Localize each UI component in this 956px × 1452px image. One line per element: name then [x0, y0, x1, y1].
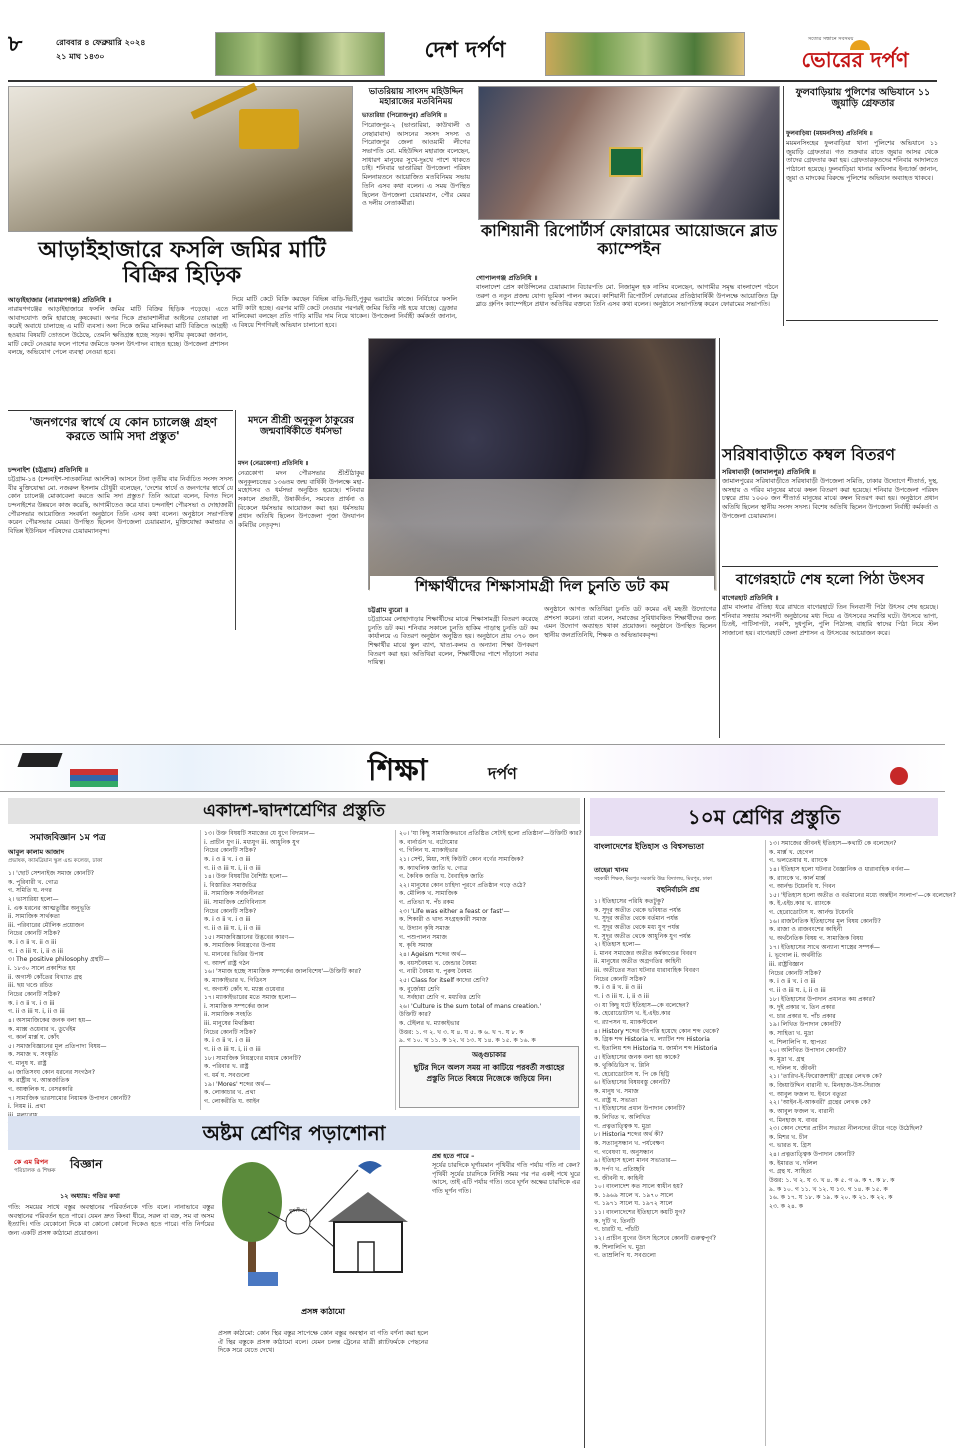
mcq-line: ক. বুর্জোয়া শ্রেণি — [399, 985, 440, 993]
apple-icon — [890, 767, 908, 785]
students-crowd-band — [369, 479, 717, 591]
mcq-line: ৯. ক ১০. গ ১১. খ ১২. ঘ ১৩. গ ১৪. ক ১৫. ক — [769, 1185, 888, 1193]
mcq-line: গ. নারী বৈষম্য ঘ. পুরুষ বৈষম্য — [399, 968, 472, 976]
mcq-line: ১৮। সামাজিক নিয়ন্ত্রণের মাধ্যম কোনটি? — [204, 1054, 302, 1062]
story3-byline: গোপালগঞ্জ প্রতিনিধি ॥ — [476, 274, 538, 282]
story5-byline: চন্দনাইশ (চট্টগ্রাম) প্রতিনিধি ॥ — [8, 466, 89, 474]
right-author-role: সহকারী শিক্ষক, মিরপুর সরকারি উচ্চ বিদ্যালয়, মিরপুর, ঢাকা — [594, 876, 712, 882]
mcq-line: গ. ধর্ম ঘ. সবগুলো — [204, 1071, 250, 1079]
story3-body: বাংলাদেশ প্রেস কাউন্সিলের চেয়ারম্যান বিচারপতি মো. নিজামুল হক নাসিম বলেছেন, আগামীর সমৃদ্ধ বাংলাদেশ গঠনে তরুণ ও নতুন প্রজন্ম যোগ্য ভূমিকা পালন করবে। কাশিয়ানী রিপোর্টার্স ফোরামের প্রতিষ্ঠাবার্ষিকী উপলক্ষে আয়োজিত ফ্রি ব্লাড গ্রুপিং ক্যাম্পেইনে প্রধান অতিথির বক্তব্যে তিনি এসব কথা বলেন। অনুষ্ঠানে সভাপতিত্ব করেন ফোরামের সভাপতি। — [476, 284, 778, 309]
eighth-col3-body: সূর্যের চারদিকে ঘূর্ণায়মান পৃথিবীর গতি পর্যায় গতি না কেন? পৃথিবী সূর্যের চারদিকে নির্দিষ্ট সময় পর পর একই পথে ঘুরে আসে, তাই এটি পর্যায় গতি। তবে ঘূর্ণন অক্ষের চারদিকে এর গতি ঘূর্ণন গতি। — [432, 1162, 580, 1196]
story6-body: নেত্রকোণা মদন পৌরসভার শ্রীশ্রীঠাকুর অনুকূলচন্দ্রের ১৩৬তম জন্ম বার্ষিকী উপলক্ষে মহা-মহোৎসব ও ধর্মসভা অনুষ্ঠিত হয়েছে। শনিবার সকালে প্রভাতী, উষাকীর্তন, সমবেত প্রার্থনা ও বিকেলে ধর্মসভার আয়োজন করা হয়। ধর্মসভায় প্রধান অতিথি ছিলেন উপজেলা পূজা উদযাপন কমিটির নেতৃবৃন্দ। — [238, 470, 364, 530]
right-author: তাহেরা খানম — [594, 866, 629, 874]
mcq-line: গ. রাষ্ট্র ঘ. সভ্যতা — [594, 1096, 638, 1104]
header-photo-strip-left — [215, 32, 385, 76]
mcq-line: উক্তিটি কার? — [399, 1011, 432, 1019]
mcq-line: ক. হেরোডোটাস খ. ই.এইচ.কার — [594, 1010, 671, 1018]
mcq-mid-column — [204, 830, 392, 1110]
mcq-line: ২৬। 'Culture is the sum total of mans creation.' — [399, 1002, 542, 1010]
story8-headline: সরিষাবাড়ীতে কম্বল বিতরণ — [722, 445, 896, 464]
story1-headline: আড়াইহাজারে ফসলি জমির মাটি বিক্রির হিড়িক — [38, 237, 326, 289]
header-divider — [8, 80, 937, 82]
column-rule-right-mid — [719, 338, 720, 738]
eighth-subject: বিজ্ঞান — [70, 1157, 103, 1171]
story6-byline: মদন (নেত্রকোণা) প্রতিনিধি ॥ — [238, 460, 309, 467]
mcq-line: ১৭। ম্যাকাইভারের মতে সমাজ হলো— — [204, 994, 297, 1002]
eighth-author: কে এম রিপন — [14, 1158, 48, 1166]
left-author: আবুল কালাম আজাদ — [8, 848, 65, 856]
mcq-line: ১৭। ইতিহাসের সাথে অন্যান্য শাস্ত্রের সম্পর্ক— — [769, 943, 880, 951]
mcq-line: খ. অর্থনৈতিক বিষয় গ. সামাজিক বিষয় — [769, 935, 864, 943]
mcq-rule-3 — [765, 840, 766, 1446]
mcq-line: গ. গবেষণা ঘ. অনুসন্ধান — [594, 1148, 654, 1156]
mcq-line: ক. থুকিডিডিস খ. প্লিনি — [594, 1062, 650, 1070]
bird-icon — [358, 1161, 382, 1174]
mcq-line: ৭। ইতিহাসের প্রধান উপাদান কোনটি? — [594, 1105, 686, 1113]
mcq-line: গ. আবুল ফজল ঘ. ইবনে বতুতা — [769, 1090, 847, 1098]
mcq-line: গ. ১৯৭১ সালে ঘ. ১৯৭২ সালে — [594, 1200, 673, 1208]
mcq-line: ২৩. ক ২৪. ক — [769, 1202, 804, 1210]
mcq-right1-column — [594, 898, 762, 1446]
diagram-line-house — [310, 1226, 334, 1247]
students-photo — [368, 338, 716, 590]
mcq-line: ২। ভাসারিয়া হলো— — [8, 895, 59, 903]
books-icon — [70, 769, 118, 787]
story9-top-rule — [722, 566, 938, 567]
mcq-line: গ. র‍্যাপসন ঘ. ম্যাকস্টয়েল — [594, 1018, 658, 1026]
mcq-left-column — [8, 870, 198, 1110]
mcq-line: iii. সামাজিক শ্রেণিবিন্যাস — [204, 899, 266, 907]
mcq-line: ii. মানুষের অতীত অগ্রগতির কাহিনী — [594, 958, 682, 966]
mcq-line: ১৯। 'Mores' শব্দের অর্থ— — [204, 1080, 271, 1088]
mcq-rule-1 — [200, 830, 201, 1110]
mcq-line: গ. চারটি ঘ. পাঁচটি — [594, 1226, 640, 1234]
story8-byline: সরিষাবাড়ী (জামালপুর) প্রতিনিধি ॥ — [722, 468, 816, 476]
diagram-node-label: কুশলীপ্যা — [289, 1208, 307, 1214]
eighth-author-role: পরিচালক ও শিক্ষক — [14, 1168, 56, 1174]
mcq-line: গ. i ও iii ঘ. i, ii ও iii — [8, 947, 63, 955]
mcq-line: গ. ii ও iii ঘ. i, ii ও iii — [769, 986, 826, 994]
mcq-line: ৮। Historia শব্দের অর্থ কী? — [594, 1131, 664, 1139]
mcq-line: iii. ছয় খণ্ডে রচিত — [8, 982, 53, 990]
blood-campaign-photo — [478, 86, 780, 220]
eighth-section-title: অষ্টম শ্রেণির পড়াশোনা — [8, 1116, 580, 1150]
mcq-line: নিচের কোনটি সঠিক? — [769, 969, 822, 977]
mcq-line: ২৪। Ageism শব্দের অর্থ— — [399, 950, 467, 958]
mcq-line: ক. মিশর খ. চীন — [769, 1133, 808, 1141]
mcq-line: ১০। বাংলাদেশ কত সালে স্বাধীন হয়? — [594, 1183, 684, 1191]
mcq-mid2-column — [399, 830, 582, 1045]
eighth-chapter: ১২ অধ্যায়: গতির কথা — [60, 1192, 120, 1200]
mcq-line: ক. লিখিত খ. অলিখিত — [594, 1114, 651, 1122]
section-title: দেশ দর্পণ — [424, 37, 506, 63]
mcq-line: ক. i ও ii খ. i ও iii — [769, 978, 816, 986]
mcq-line: ১৩। সমাজের জীবনই ইতিহাস—কথাটি কে বলেছেন? — [769, 840, 897, 847]
mcq-rule-2 — [395, 830, 396, 1110]
date-line-2: ২১ মাঘ ১৪৩০ — [56, 52, 105, 61]
masthead-name: ভোরের দর্পণ — [801, 47, 909, 72]
mcq-line: ৪। History শব্দের উৎপত্তি হয়েছে কোন শব্দ থেকে? — [594, 1027, 720, 1035]
mcq-line: ক. দর্পণ খ. প্রতিচ্ছবি — [594, 1165, 645, 1173]
mcq-line: ৩। The positive philosophy গ্রন্থটি— — [8, 956, 110, 964]
mcq-line: ক. ১৯৬৯ সালে খ. ১৯৭০ সালে — [594, 1191, 674, 1199]
mcq-line: গ. হেরোডোটাস ঘ. পি কে হিট্টি — [594, 1070, 670, 1078]
mcq-line: i. এক ধরনের আত্মতুষ্টির অনুভূতি — [8, 904, 91, 912]
mcq-line: গ. জীবনী ঘ. কাহিনী — [594, 1174, 644, 1182]
mcq-line: খ. সর্বহারা শ্রেণি গ. মধ্যবিত্ত শ্রেণি — [399, 994, 481, 1002]
mcq-line: ক. টেইলর খ. ম্যাকাইভার — [399, 1020, 460, 1028]
eighth-col3-title: প্রশ্ন হতে পারে – — [432, 1152, 475, 1160]
mcq-line: ২৫। Class for itself কাদের শ্রেণি? — [399, 976, 489, 984]
mcq-line: ১৬। রাজনৈতিক ইতিহাসের মূল বিষয় কোনটি? — [769, 917, 881, 925]
story4-bottom-rule — [786, 320, 938, 321]
mcq-line: i. সামাজিক সম্পর্কের জাল — [204, 1002, 269, 1010]
mcq-line: ২১। 'তারিখ-ই-ফিরোজশাহী' গ্রন্থের লেখক কে? — [769, 1073, 882, 1081]
mcq-line: গ. প্রতিভা ঘ. পঁচ রকম — [399, 899, 454, 907]
story5-top-rule — [8, 410, 233, 411]
mcq-line: i. মানব সমাজের অতীত কর্মকাণ্ডের বিবরণ — [594, 949, 697, 957]
mcq-line: গ. আদর্শ রাষ্ট্র গঠন — [204, 959, 250, 967]
mcq-line: গ. মিনহাজ ঘ. বাবর — [769, 1116, 818, 1124]
mcq-line: ii. সামাজিক সংহতি — [204, 1011, 252, 1019]
mcq-line: iii. পরিবারের মৌলিক প্রয়োজন — [8, 921, 84, 929]
mcq-line: গ. গ্রন্থ ঘ. সাহিত্য — [769, 1168, 812, 1176]
mcq-line: ক. সুদূর অতীত থেকে ভবিষ্যত পর্যন্ত — [594, 906, 681, 914]
mcq-line: ক. সাহিত্য খ. মুদ্রা — [769, 1030, 814, 1038]
mcq-line: ৯. গ ১০. খ ১১. ক ১২. খ ১৩. ঘ ১৪. ক ১৫. ক ১৬. ক — [399, 1037, 536, 1045]
mcq-line: উত্তর: ১. খ ২. ঘ ৩. খ ৪. ক ৫. গ ৬. ক ৭. ক ৮. ক — [769, 1176, 895, 1184]
mcq-line: ক. সামাজিক নিয়ন্ত্রণের উপায় — [204, 942, 276, 950]
mcq-line: ১২। প্রাচীন যুগের উৎস হিসেবে কোনটি গুরুত্বপূর্ণ? — [594, 1234, 716, 1242]
mcq-line: i. নিয়ম ii. প্রথা — [8, 1103, 46, 1111]
excavator-photo — [8, 86, 353, 232]
story4-byline: ফুলবাড়িয়া (ময়মনসিংহ) প্রতিনিধি ॥ — [786, 130, 873, 137]
page-header — [0, 0, 945, 78]
mcq-line: গ. মানুষ ঘ. রাষ্ট্র — [8, 1060, 47, 1068]
story4-body: ময়মনসিংহের ফুলবাড়িয়া থানা পুলিশের অভিযানে ১১ জুয়াড়ি গ্রেফতার। গত শুক্রবার রাতে জুয়ার আসর থেকে তাদের গ্রেফতার করা হয়। গ্রেফতারকৃতদের শনিবার আদালতে পাঠানো হয়েছে। ফুলবাড়িয়া থানার অফিসার ইনচার্জ জানান, জুয়া ও মাদকের বিরুদ্ধে পুলিশের অভিযান অব্যাহত থাকবে। — [786, 140, 938, 182]
mcq-line: ১৯। লিখিত উপাদান কোনটি? — [769, 1021, 842, 1029]
mcq-line: খ. সুদূর অতীত থেকে বর্তমান পর্যন্ত — [594, 915, 679, 923]
mcq-line: গ. তাম্রলিপি ঘ. সবগুলো — [594, 1252, 656, 1260]
mcq-line: ১৫। সমাজবিজ্ঞানের উদ্ভবের কারণ— — [204, 933, 295, 941]
mcq-line: ২৩। কোন দেশের প্রাচীন সভ্যতা নীলনদের তীরে গড়ে উঠেছিল? — [769, 1125, 923, 1133]
mcq-line: গ. প্রত্নতাত্ত্বিক ঘ. মুদ্রা — [594, 1122, 651, 1130]
masthead-tagline: সত্যের সন্ধানে সবসময় — [808, 36, 854, 42]
column-rule-right-top — [783, 86, 784, 326]
mcq-line: ১৬। 'সমাজ হচ্ছে সামাজিক সম্পর্কের জালবিশেষ'—উক্তিটি কার? — [204, 968, 362, 976]
tree-icon — [222, 1162, 282, 1282]
story9-headline: বাগেরহাটে শেষ হলো পিঠা উৎসব — [735, 572, 925, 588]
mcq-line: গ. কার্ল মার্ক্স ঘ. কোঁৎ — [8, 1034, 60, 1042]
mcq-line: ক. i ও ii খ. i ও iii — [204, 1037, 251, 1045]
mcq-line: ঘ. সুদূর অতীত থেকে আধুনিক যুগ পর্যন্ত — [594, 932, 691, 940]
mcq-line: ক. পুরিবারী খ. গোত্র — [8, 878, 59, 886]
mcq-line: ক. শিকারী ও খাদ্য সংগ্রহকারী সমাজ — [399, 916, 487, 924]
house-icon — [328, 1192, 408, 1272]
mcq-line: ১৩। উক্ত বিষয়টি সমাজের যে যুগে বিদ্যমান— — [204, 830, 315, 837]
mcq-line: ii. সামাজিক সার্থকতা — [8, 913, 60, 921]
mcq-line: ৬। জাতিসংঘ কোন ধরনের সংগঠন? — [8, 1068, 95, 1076]
mcq-line: ক. ই.এইচ.কার খ. র‍্যাংকে — [769, 900, 831, 908]
mcq-line: ১। 'ছোট সেশনাইজ সমাজ কোনটি? — [8, 870, 95, 877]
date-line-1: রোববার ৪ ফেব্রুয়ারি ২০২৪ — [56, 38, 146, 47]
mcq-line: খ. মানবের ভিত্তির উপায় — [204, 950, 264, 958]
left-author-role: প্রভাষক, ক্যামব্রিয়ান স্কুল এন্ড কলেজ, ঢাকা — [8, 858, 103, 864]
mcq-line: iii. অতীতের সত্য ঘটনার ধারাবাহিক বিবরণ — [594, 967, 700, 975]
mcq-line: গ. সমিতি ঘ. নগর — [8, 887, 52, 895]
mcq-line: ক. ক্যাথলিক জাতি খ. গোত্র — [399, 864, 468, 872]
award-crest — [609, 147, 643, 177]
mcq-line: উত্তর: ১. গ ২. খ ৩. ঘ ৪. ঘ ৫. ক ৬. খ ৭. ঘ ৮. ক — [399, 1028, 524, 1036]
exam-note-box — [399, 1046, 579, 1108]
mcq-line: ক. ম্যাকাইভার খ. গিডিংস — [204, 976, 267, 984]
story2-body: পিরোজপুর-২ (ভাণ্ডারিয়া, কাউখালী ও নেছারাবাদ) আসনের সংসদ সদস্য ও পিরোজপুর জেলা আওয়ামী লীগের সভাপতি মো. মহিউদ্দিন মহারাজ বলেছেন, সাধারণ মানুষের সুখে-দুঃখে পাশে থাকতে চাই। শনিবার ভাণ্ডারিয়া উপজেলা পরিষদ মিলনায়তনে আয়োজিত মতবিনিময় সভায় তিনি এসব কথা বলেন। এ সময় উপস্থিত ছিলেন উপজেলা চেয়ারম্যান, পৌর মেয়র ও দলীয় নেতাকর্মীরা। — [362, 122, 470, 208]
mcq-line: নিচের কোনটি সঠিক? — [594, 975, 647, 983]
mcq-line: গ. লোকরীতি ঘ. আইন — [204, 1097, 260, 1105]
mcq-line: ২২। মানুষের কোন চাহিদা পূরণে প্রতিষ্ঠান গড়ে ওঠে? — [399, 881, 526, 889]
mcq-line: গ. i ও iii ঘ. i, ii ও iii — [594, 993, 649, 1001]
mcq-line: ১১। বাংলাদেশের ইতিহাসে কয়টি যুগ? — [594, 1209, 686, 1217]
mcq-line: নিচের কোনটি সঠিক? — [8, 930, 61, 938]
mcq-line: নিচের কোনটি সঠিক? — [204, 1028, 257, 1036]
mcq-line: নিচের কোনটি সঠিক? — [204, 847, 257, 855]
frame-box-icon — [248, 1272, 278, 1286]
mcq-line: ক. মার্ক্স খ. হেগেল — [769, 848, 814, 856]
mcq-line: নিচের কোনটি সঠিক? — [8, 990, 61, 998]
right-subject: বাংলাদেশের ইতিহাস ও বিশ্বসভ্যতা — [594, 842, 704, 851]
mcq-line: গ. ii ও iii ঘ. i, ii ও iii — [204, 1046, 261, 1054]
mcq-line: ১৫। 'ইতিহাস হলো অতীত ও বর্তমানের মধ্যে অন্তহীন সংলাপ'—কে বলেছেন? — [769, 891, 956, 899]
mcq-line: ২৪। প্রত্নতাত্ত্বিক উপাদান কোনটি? — [769, 1151, 855, 1159]
story2-byline: ভাতারিয়া (পিরোজপুর) প্রতিনিধি ॥ — [362, 112, 447, 119]
mcq-line: গ. ভারত ঘ. গ্রিস — [769, 1142, 812, 1150]
story5-body: চট্টগ্রাম-১৪ (চন্দনাইশ-সাতকানিয়া আংশিক) আসনে টানা তৃতীয় বার নির্বাচিত সংসদ সদস্য বীর মুক্তিযোদ্ধা মো. নজরুল ইসলাম চৌধুরী বলেছেন, 'দেশের স্বার্থে ও জনগণের স্বার্থে যে কোন চ্যালেঞ্জ মোকাবেলা করতে আমি সদা প্রস্তুত।' তিনি আরো বলেন, বিগত দিনে চন্দনাইশের উন্নয়নে কাজ করেছি, আগামীতেও করে যাব। চন্দনাইশ পৌরসভা ও দোহাজারী পৌরসভার আয়োজিত সংবর্ধনা অনুষ্ঠানে তিনি এসব কথা বলেন। অনুষ্ঠানে সভাপতিত্ব করেন পৌরসভার মেয়র। উপস্থিত ছিলেন উপজেলা চেয়ারম্যান, মুক্তিযোদ্ধা কমান্ডার ও বিভিন্ন ইউনিয়ন পরিষদের চেয়ারম্যানবৃন্দ। — [8, 476, 233, 536]
mcq-line: ক. i ও ii খ. i ও iii — [204, 855, 251, 863]
story7-headline: শিক্ষার্থীদের শিক্ষাসামগ্রী দিল চুনতি ডট কম — [370, 576, 714, 597]
mcq-line: ২০। অলিখিত উপাদান কোনটি? — [769, 1047, 847, 1055]
mcq-line: গ. কৈবিক জাতি ঘ. বৈবাহিক জাতি — [399, 873, 484, 881]
mcq-line: ক. পরিবার খ. রাষ্ট্র — [204, 1063, 249, 1071]
mcq-line: ক. i ও ii খ. i ও iii — [204, 916, 251, 924]
diagram-label: প্রসঙ্গ কাঠামো — [301, 1307, 345, 1316]
mcq-line: ক. গ্রিক শব্দ Historia খ. ল্যাটিন শব্দ Historia — [594, 1036, 710, 1044]
story2-headline: ভাতরিয়ায় সাংসদ মহিউদ্দিন মহারাজের মতবিনিময় — [368, 87, 464, 107]
mcq-line: ক. সমাজ খ. সংস্কৃতি — [8, 1051, 58, 1059]
exam-note-text: ছুটির দিনে অলস সময় না কাটিয়ে পরবর্তী সপ্তাহের প্রস্তুতি নিতে বিষয়ে নিজেকে জড়িয়ে নিন। — [413, 1063, 565, 1083]
mcq-line: ২। ইতিহাস হলো— — [594, 941, 641, 949]
mcq-line: ১৬. ক ১৭. ঘ ১৮. ক ১৯. ক ২০. ক ২১. ক ২২. ক — [769, 1194, 893, 1202]
story7-byline: চট্টগ্রাম ব্যুরো ॥ — [368, 606, 409, 614]
mcq-line: ১। ইতিহাসের পরিধি কতটুকু? — [594, 898, 665, 905]
mcq-line: গ. আর্নল্ড টয়েনবি ঘ. গিবন — [769, 883, 836, 891]
mcq-line: i. ১৮৩০ সালে প্রকাশিত হয় — [8, 965, 76, 973]
mcq-line: গ. গিলিন ঘ. ম্যাকাইভার — [399, 847, 458, 855]
mcq-line: ক. র‍্যাংকে খ. কার্ল মার্ক্স — [769, 874, 826, 882]
mcq-line: ৫। সমাজবিজ্ঞানের মূল প্রতিপাদ্য বিষয়— — [8, 1042, 107, 1050]
mcq-line: ক. লোকাচার খ. প্রথা — [204, 1089, 256, 1097]
mcq-line: গ. সুদূর অতীত থেকে মধ্য যুগ পর্যন্ত — [594, 923, 680, 931]
mcq-line: ৭। সামাজিক ভারসাম্যের নিয়ামক উপাদান কোনটি? — [8, 1094, 131, 1102]
mcq-line: ক. মৌলিক খ. সামাজিক — [399, 890, 458, 898]
story7-body: চট্টগ্রামের লোহাগাড়ার শিক্ষার্থীদের মাঝে শিক্ষাসামগ্রী বিতরণ করেছে চুনতি ডট কম। শনিবার সকালে চুনতি হাকিম পাড়াস্থ চুনতি ডট কম কার্যালয়ে এ বিতরণ অনুষ্ঠান অনুষ্ঠিত হয়। অনুষ্ঠানে প্রায় ৩৭০ জন শিক্ষার্থীর মাঝে স্কুল ব্যাগ, খাতা-কলম ও অন্যান্য শিক্ষা উপকরণ বিতরণ করা হয়। অতিথিরা বলেন, শিক্ষার্থীদের পাশে দাঁড়ানো সবার দায়িত্ব। — [368, 616, 538, 667]
mcq-line: ২১। সেন্ট, মিয়া, সাই কিউটি কোন বর্ণের সামাজিক? — [399, 855, 524, 863]
mcq-line: ক. ইমারত খ. দলিল — [769, 1159, 818, 1167]
story4-headline: ফুলবাড়িয়ায় পুলিশের অভিযানে ১১ জুয়াড়ি গ্রেফতার — [795, 87, 931, 109]
excavator-body — [239, 109, 299, 149]
motion-diagram — [218, 1152, 428, 1322]
mcq-line: ক. রাজা ও রাজবংশের কাহিনী — [769, 926, 843, 934]
mcq-line: ২২। 'আইন-ই-আকবরী' গ্রন্থের লেখক কে? — [769, 1099, 871, 1107]
story3-headline: কাশিয়ানী রিপোর্টার্স ফোরামের আয়োজনে ব্লাড ক্যাম্পেইন — [480, 221, 777, 259]
mcq-line: গ. ii ও iii ঘ. i, ii ও iii — [8, 1008, 65, 1016]
mcq-line: ক. দুটি খ. তিনটি — [594, 1217, 636, 1225]
story1-body: নারায়ণগঞ্জের আড়াইহাজারে ফসলি জমির মাটি বিক্রির হিড়িক পড়েছে। এতে আবাদযোগ্য জমি হারাচ্ছে কৃষকেরা। অপর দিকে প্রভাবশালীরা আইনের তোয়াক্কা না করেই অবাধে চালাচ্ছে এ মাটি ব্যবসা। অন্য দিকে জমির মালিকরা মাটি বিক্রিতে আগ্রহী হওয়ায় বিষয়টি তোতলে উঠেছে, তেমনি ক্ষতিগ্রস্ত হচ্ছে সড়ক। স্থানীয় কৃষকেরা জানান, মাটি কেটে নেওয়ার ফলে পাশের জমিতে ফসল উৎপাদন ব্যাহত হচ্ছে। উপজেলা প্রশাসন বলছে, অভিযোগ পেলে ব্যবস্থা নেওয়া হবে। — [8, 306, 228, 357]
mcq-line: ৪। অসামাজিকের জনক বলা হয়— — [8, 1016, 92, 1024]
mcq-line: ঘ. কৃষি সমাজ — [399, 942, 433, 950]
mcq-line: ৫। ইতিহাসের জনক বলা হয় কাকে? — [594, 1053, 680, 1061]
mcq-line: ক. দুই প্রকার খ. তিন প্রকার — [769, 1004, 836, 1012]
mcq-line: ক. রাষ্ট্রীয় খ. আন্তর্জাতিক — [8, 1077, 70, 1085]
story8-body: জামালপুরের সরিষাবাড়ীতে সরিষাবাড়ী উপজেলা সমিতি, ঢাকার উদ্যোগে শীতার্ত, দুস্থ, অসহায় ও গরিব মানুষের মাঝে কম্বল বিতরণ করা হয়েছে। শনিবার উপজেলা পরিষদ চত্বরে প্রায় ১০০০ জন শীতার্ত মানুষের মাঝে কম্বল বিতরণ করা হয়। অনুষ্ঠানে প্রধান অতিথি ছিলেন স্থানীয় সংসদ সদস্য। বিশেষ অতিথি ছিলেন উপজেলা নির্বাহী কর্মকর্তা ও উপজেলা চেয়ারম্যান। — [722, 478, 938, 520]
mcq-line: ক. i ও ii খ. i ও iii — [8, 999, 55, 1007]
mcq-line: ক. আবুল ফজল খ. বারানী — [769, 1107, 835, 1115]
left-subject: সমাজবিজ্ঞান ১ম পত্র — [30, 833, 106, 843]
right-section-title: ১০ম শ্রেণির প্রস্তুতি — [590, 798, 938, 836]
column-rule-mid — [235, 410, 236, 630]
mcq-line: ক. i ও ii খ. ii ও iii — [8, 939, 57, 947]
page-number: ৮ — [8, 31, 23, 57]
mcq-line: ১৮। ইতিহাসের উপাদান প্রধানত কয় প্রকার? — [769, 995, 876, 1003]
story1-body-2: দিয়ে মাটি কেটে বিক্রি করছেন বিভিন্ন বাড়ি-ভিটি,পুকুর ভরাটের কাজে। নির্বিচারে ফসলি মাটি কাটা হচ্ছে। এরপর মাটি কেটে নেওয়ার পরপরই জমির ভিত্তি নষ্ট হয়ে যাচ্ছে। ড্রেজার মালিকেরা বলছেন প্রতি গাড়ি মাটির দাম নিয়ে থাকেন। উপজেলা নির্বাহী কর্মকর্তা জানান, এ বিষয়ে শিগগিরই অভিযান চালানো হবে। — [232, 296, 457, 330]
mcq-line: গ. হেরোডোটাস ঘ. আর্নল্ড টয়েনবি — [769, 909, 854, 917]
mcq-line: ১৪। উক্ত বিষয়টির বৈশিষ্ট্য হলো— — [204, 873, 288, 881]
mcq-line: গ. ভলতেয়ার ঘ. র‍্যাংকে — [769, 857, 828, 865]
mcq-line: গ. ii ও iii ঘ. i, ii ও iii — [204, 925, 261, 933]
mcq-line: গ. চার প্রকার ঘ. পাঁচ প্রকার — [769, 1012, 836, 1020]
mcq-line: ৬। ইতিহাসের বিষয়বস্তু কোনটি? — [594, 1079, 671, 1087]
mcq-line: ক. বয়সবৈষম্য খ. জেন্ডার বৈষম্য — [399, 959, 477, 967]
motion-diagram-svg — [218, 1152, 428, 1322]
mcq-line: ক. শিলালিপি খ. মুদ্রা — [594, 1243, 645, 1251]
mcq-line: ১৪। ইতিহাস হলো ঘটনার বৈজ্ঞানিক ও ধারাবাহিক বর্ণনা— — [769, 865, 910, 873]
mcq-line: গ. অগাস্ট কোঁৎ ঘ. ম্যাক্স ওয়েবার — [204, 985, 285, 993]
eighth-body-2: প্রসঙ্গ কাঠামো: কোন স্থির বস্তুর সাপেক্ষে কোন বস্তুর অবস্থান বা গতি বর্ণনা করা হলে ঐ স্থির বস্তুকে প্রসঙ্গ কাঠামো বলে। যেমন চলন্ত ট্রেনের যাত্রী প্ল্যাটফর্মকে পেছনের দিকে সরে যেতে দেখে। — [218, 1330, 428, 1355]
mcq-line: i. বিস্তারিত সমাজচিত্র — [204, 881, 257, 889]
mcq-line: ক. ম্যাক্স ওয়েবার খ. ডুর্খেইম — [8, 1025, 76, 1033]
header-photo-strip-right — [545, 32, 745, 76]
mcq-line: গ. ii ও iii ঘ. i, ii ও iii — [204, 864, 261, 872]
mcq-line: ক. বার্নার্ডস খ. বটোমোর — [399, 838, 458, 846]
mcq-line: ক. মানুষ খ. সমাজ — [594, 1088, 639, 1096]
mcq-line: iii. মানুষের মিথস্ক্রিয়া — [204, 1020, 255, 1028]
mcq-line: ক. জিয়াউদ্দিন বারানী খ. মিনহাজ-উস-সিরাজ — [769, 1081, 881, 1089]
exam-note-title: অঙ্গুচাকার — [472, 1051, 506, 1059]
mcq-line: i. ভূগোল ii. অর্থনীতি — [769, 952, 822, 960]
mcq-line: ৩। যা কিছু ঘটে ইতিহাস—কে বলেছেন? — [594, 1001, 690, 1009]
story6-headline: মদনে শ্রীশ্রী অনুকূল ঠাকুরের জন্মবার্ষিকীতে ধর্মসভা — [248, 415, 354, 437]
story5-headline: 'জনগণের স্বার্থে যে কোন চ্যালেঞ্জ গ্রহণ করতে আমি সদা প্রস্তুত' — [28, 415, 218, 443]
mcq-line: ২৩। 'Life was either a feast or fast'— — [399, 907, 510, 915]
education-banner-sub: দর্পণ — [488, 764, 517, 783]
story9-byline: বাগেরহাট প্রতিনিধি ॥ — [722, 594, 779, 602]
eighth-body: গতি: সময়ের সাথে বস্তুর অবস্থানের পরিবর্তনকে গতি বলে। নানাভাবে বস্তুর অবস্থানের পরিবর্তন হতে পারে। যেমন দ্রুত কিংবা ধীরে, সরল বা বক্র, সম বা অসম ইত্যাদি। গতি যেকোনো দিকে বা কোনো কোনো দিকেও হতে পারে। গতি নির্ণয়ের জন্য একটি প্রসঙ্গ কাঠামো প্রয়োজন। — [8, 1204, 214, 1238]
mcq-line: গ. আঞ্চলিক ঘ. বেসরকারি — [8, 1086, 73, 1094]
right-section-label: বহুনির্বাচনি প্রশ্ন — [656, 886, 700, 894]
mcq-line: ii. সামাজিক সর্বজনীনতা — [204, 890, 264, 898]
mcq-line: গ. ইতালিয় শব্দ Historia ঘ. জার্মান শব্দ Historia — [594, 1044, 718, 1052]
graduation-cap-icon — [17, 753, 62, 767]
mcq-line: ক. মুদ্রা খ. গ্রন্থ — [769, 1056, 805, 1064]
mcq-line: ৯। ইতিহাস হলো মানব সভ্যতার— — [594, 1157, 677, 1165]
education-banner — [0, 744, 945, 792]
mcq-line: iii. রাষ্ট্রবিজ্ঞান — [769, 960, 804, 968]
story1-byline: আড়াইহাজার (নারায়ণগঞ্জ) প্রতিনিধি ॥ — [8, 296, 112, 304]
mcq-line: গ. দলিল ঘ. জীবনী — [769, 1064, 817, 1072]
mcq-line: খ. উদ্যান কৃষি সমাজ — [399, 925, 450, 933]
mcq-line: ii. অগাস্ট কোঁতের বিখ্যাত গ্রন্থ — [8, 973, 82, 981]
education-center-rule — [584, 798, 585, 1448]
story7-body-2: অনুষ্ঠানে আগত অতিথিরা চুনতি ডট কমের এই মহতী উদ্যোগের প্রশংসা করেন। তারা বলেন, সমাজের সুবিধাবঞ্চিত শিক্ষার্থীদের জন্য এমন উদ্যোগ অব্যাহত থাকা প্রয়োজন। অনুষ্ঠানে উপস্থিত ছিলেন স্থানীয় জনপ্রতিনিধি, শিক্ষক ও অভিভাবকবৃন্দ। — [544, 606, 716, 640]
mcq-line: গ. শিলালিপি ঘ. স্থাপত্য — [769, 1038, 827, 1046]
mcq-line: নিচের কোনটি সঠিক? — [204, 907, 257, 915]
mcq-line: গ. পশুপালন সমাজ — [399, 933, 447, 941]
left-section-title: একাদশ-দ্বাদশশ্রেণির প্রস্তুতি — [8, 798, 580, 824]
mcq-line: i. প্রাচীন যুগ ii. মধ্যযুগ iii. আধুনিক যুগ — [204, 838, 300, 846]
story9-body: গ্রাম বাংলার ঐতিহ্য ধরে রাখতে বাগেরহাটে তিন দিনব্যাপী পিঠা উৎসব শেষ হয়েছে। শনিবার সন্ধ্যায় সমাপনী অনুষ্ঠানের মধ্য দিয়ে এ উৎসবের সমাপ্তি ঘটে। উৎসবে ভাপা, চিতই, পাটিসাপটা, নকশি, দুধপুলি, পুলি পিঠাসহ বাহারি স্বাদের পিঠা নিয়ে স্টল সাজানো হয়। বাগেরহাট জেলা প্রশাসন এ উৎসবের আয়োজন করে। — [722, 604, 938, 638]
mcq-right2-column — [769, 840, 956, 1446]
mcq-line: ক. i ও ii খ. ii ও iii — [594, 984, 643, 992]
mcq-line: ২০। 'যা কিছু সামাজিকভাবে প্রতিষ্ঠিত সেটাই হলো প্রতিষ্ঠান'—উক্তিটি কার? — [399, 830, 582, 837]
mcq-line: ক. সত্যানুসন্ধান খ. পর্যবেক্ষণ — [594, 1139, 665, 1147]
education-banner-title: শিক্ষা — [368, 753, 428, 788]
